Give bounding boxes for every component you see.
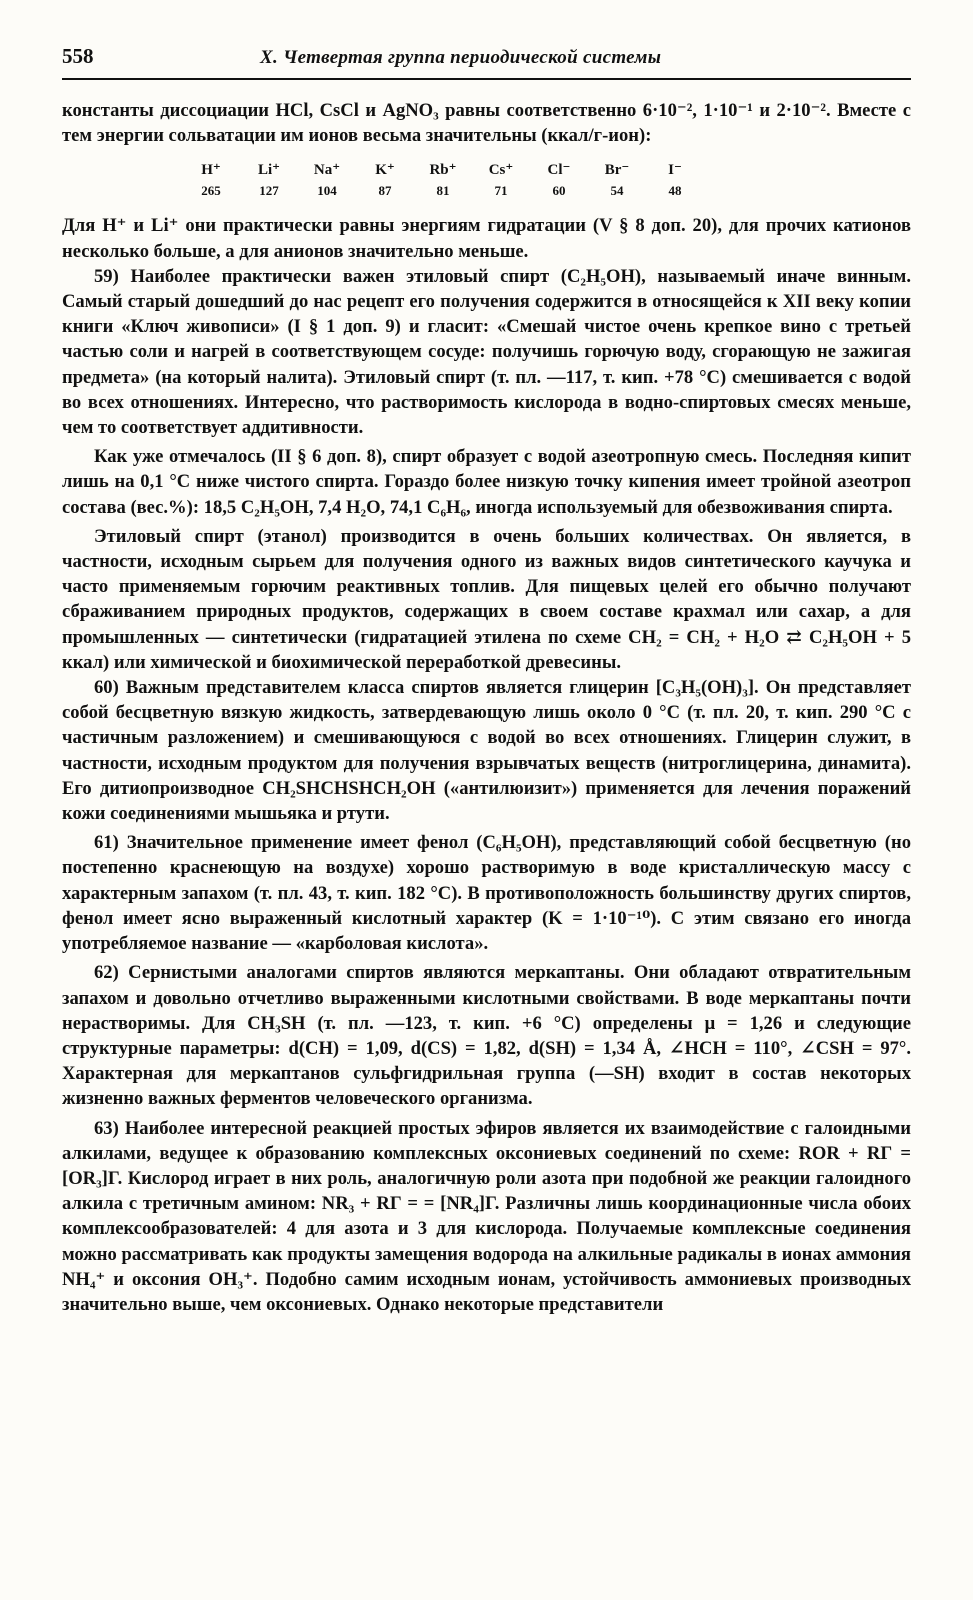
value-row xyxy=(182,181,704,201)
body-text xyxy=(62,98,911,1317)
value-cell: 48 xyxy=(668,183,682,199)
paragraph-ethanol: Этиловый спирт (этанол) производится в очень больших количествах. Он является, в частности, исходным сырьем для получения одного из важных видов синтетического каучука и часто применяемым горючим реактивных топлив. Для пищевых целей его обычно получают сбраживанием природных продуктов, содержащих в своем составе крахмал или сахар, а для промышленных — синтетически (гидратацией этилена по схеме CH₂ = CH₂ + H₂O ⇄ C₂H₅OH + 5 ккал) или химической и биохимической переработкой древесины. xyxy=(62,525,911,673)
value-cell: 127 xyxy=(259,183,279,199)
value-cell: 81 xyxy=(436,183,450,199)
paragraph-note-63: 63) Наиболее интересной реакцией простых эфиров является их взаимодействие с галоидными алкилами, ведущее к образованию комплексных оксониевых соединений по схеме: ROR + RГ = [OR₃]Г. Кислород играет в них роль, аналогичную роли азота при подобной же реакции галоидного алкила с третичным амином: NR₃ + RГ = = [NR₄]Г. Различны лишь координационные числа обоих комплексообразователей: 4 для азота и 3 для кислорода. Получаемые комплексные соединения можно рассматривать как продукты замещения водорода на алкильные радикалы в ионах аммония NH₄⁺ и оксония OH₃⁺. Подобно самим исходным ионам, устойчивость аммониевых производных значительно выше, чем оксониевых. Однако некоторые представители xyxy=(62,1117,911,1315)
page-number: 558 xyxy=(62,44,94,68)
ion-cell: Cl⁻ xyxy=(547,162,571,179)
solvation-energy-table xyxy=(182,158,704,201)
value-cell: 60 xyxy=(552,183,566,199)
paragraph-note-59: 59) Наиболее практически важен этиловый спирт (C₂H₅OH), называемый иначе винным. Самый старый дошедший до нас рецепт его получения содержится в относящейся к XII веку копии книги «Ключ живописи» (I § 1 доп. 9) и гласит: «Смешай чистое очень крепкое вино с третьей частью соли и нагрей в соответствующем сосуде: получишь горючую воду, сгорающую не зажигая предмета» (на который налита). Этиловый спирт (т. пл. —117, т. кип. +78 °С) смешивается с водой во всех отношениях. Интересно, что растворимость кислорода в водно-спиртовых смесях меньше, чем то соответствует аддитивности. xyxy=(62,265,911,439)
value-cell: 54 xyxy=(610,183,624,199)
value-cell: 265 xyxy=(201,183,221,199)
ion-cell: K⁺ xyxy=(375,162,395,179)
paragraph-1: константы диссоциации HCl, CsCl и AgNO₃ равны соответственно 6·10⁻², 1·10⁻¹ и 2·10⁻². Вместе с тем энергии сольватации им ионов весьма значительны (ккал/г-ион): xyxy=(62,100,911,147)
paragraph-note-60: 60) Важным представителем класса спиртов является глицерин [C₃H₅(OH)₃]. Он представляет собой бесцветную вязкую жидкость, затвердевающую лишь около 0 °С (т. пл. 20, т. кип. 290 °С с частичным разложением) и смешивающуюся с водой во всех отношениях. Глицерин служит, в частности, исходным продуктом для получения взрывчатых веществ (нитроглицерина, динамита). Его дитиопроизводное CH₂SHCHSHCH₂OH («антилюизит») применяется для лечения поражений кожи соединениями мышьяка и ртути. xyxy=(62,677,911,825)
ion-row xyxy=(182,158,704,181)
ion-cell: Li⁺ xyxy=(257,162,281,179)
ion-cell: Rb⁺ xyxy=(429,162,457,179)
value-cell: 104 xyxy=(317,183,337,199)
running-title: X. Четвертая группа периодической системы xyxy=(260,47,662,68)
ion-cell: I⁻ xyxy=(668,162,682,179)
ion-cell: Br⁻ xyxy=(604,162,630,179)
page-header xyxy=(62,44,911,80)
value-cell: 87 xyxy=(378,183,392,199)
paragraph-azeotrope: Как уже отмечалось (II § 6 доп. 8), спирт образует с водой азеотропную смесь. Последняя кипит лишь на 0,1 °С ниже чистого спирта. Гораздо более низкую точку кипения имеет тройной азеотроп состава (вес.%): 18,5 C₂H₅OH, 7,4 H₂O, 74,1 C₆H₆, иногда используемый для обезвоживания спирта. xyxy=(62,446,911,518)
ion-cell: H⁺ xyxy=(201,162,221,179)
paragraph-2: Для H⁺ и Li⁺ они практически равны энергиям гидратации (V § 8 доп. 20), для прочих катионов несколько больше, а для анионов значительно меньше. xyxy=(62,215,911,262)
ion-cell: Na⁺ xyxy=(313,162,341,179)
ion-cell: Cs⁺ xyxy=(488,162,514,179)
paragraph-note-62: 62) Сернистыми аналогами спиртов являются меркаптаны. Они обладают отвратительным запахом и довольно отчетливо выраженными кислотными свойствами. В воде меркаптаны почти нерастворимы. Для CH₃SH (т. пл. —123, т. кип. +6 °С) определены μ = 1,26 и следующие структурные параметры: d(CH) = 1,09, d(CS) = 1,82, d(SH) = 1,34 Å, ∠HCH = 110°, ∠CSH = 97°. Характерная для меркаптанов сульфгидрильная группа (—SH) входит в состав некоторых жизненно важных ферментов человеческого организма. xyxy=(62,962,911,1110)
value-cell: 71 xyxy=(494,183,508,199)
paragraph-note-61: 61) Значительное применение имеет фенол (C₆H₅OH), представляющий собой бесцветную (но постепенно краснеющую на воздухе) хорошо растворимую в воде кристаллическую массу с характерным запахом (т. пл. 43, т. кип. 182 °С). В противоположность большинству других спиртов, фенол имеет ясно выраженный кислотный характер (K = 1·10⁻¹⁰). С этим связано его иногда употребляемое название — «карболовая кислота». xyxy=(62,832,911,955)
